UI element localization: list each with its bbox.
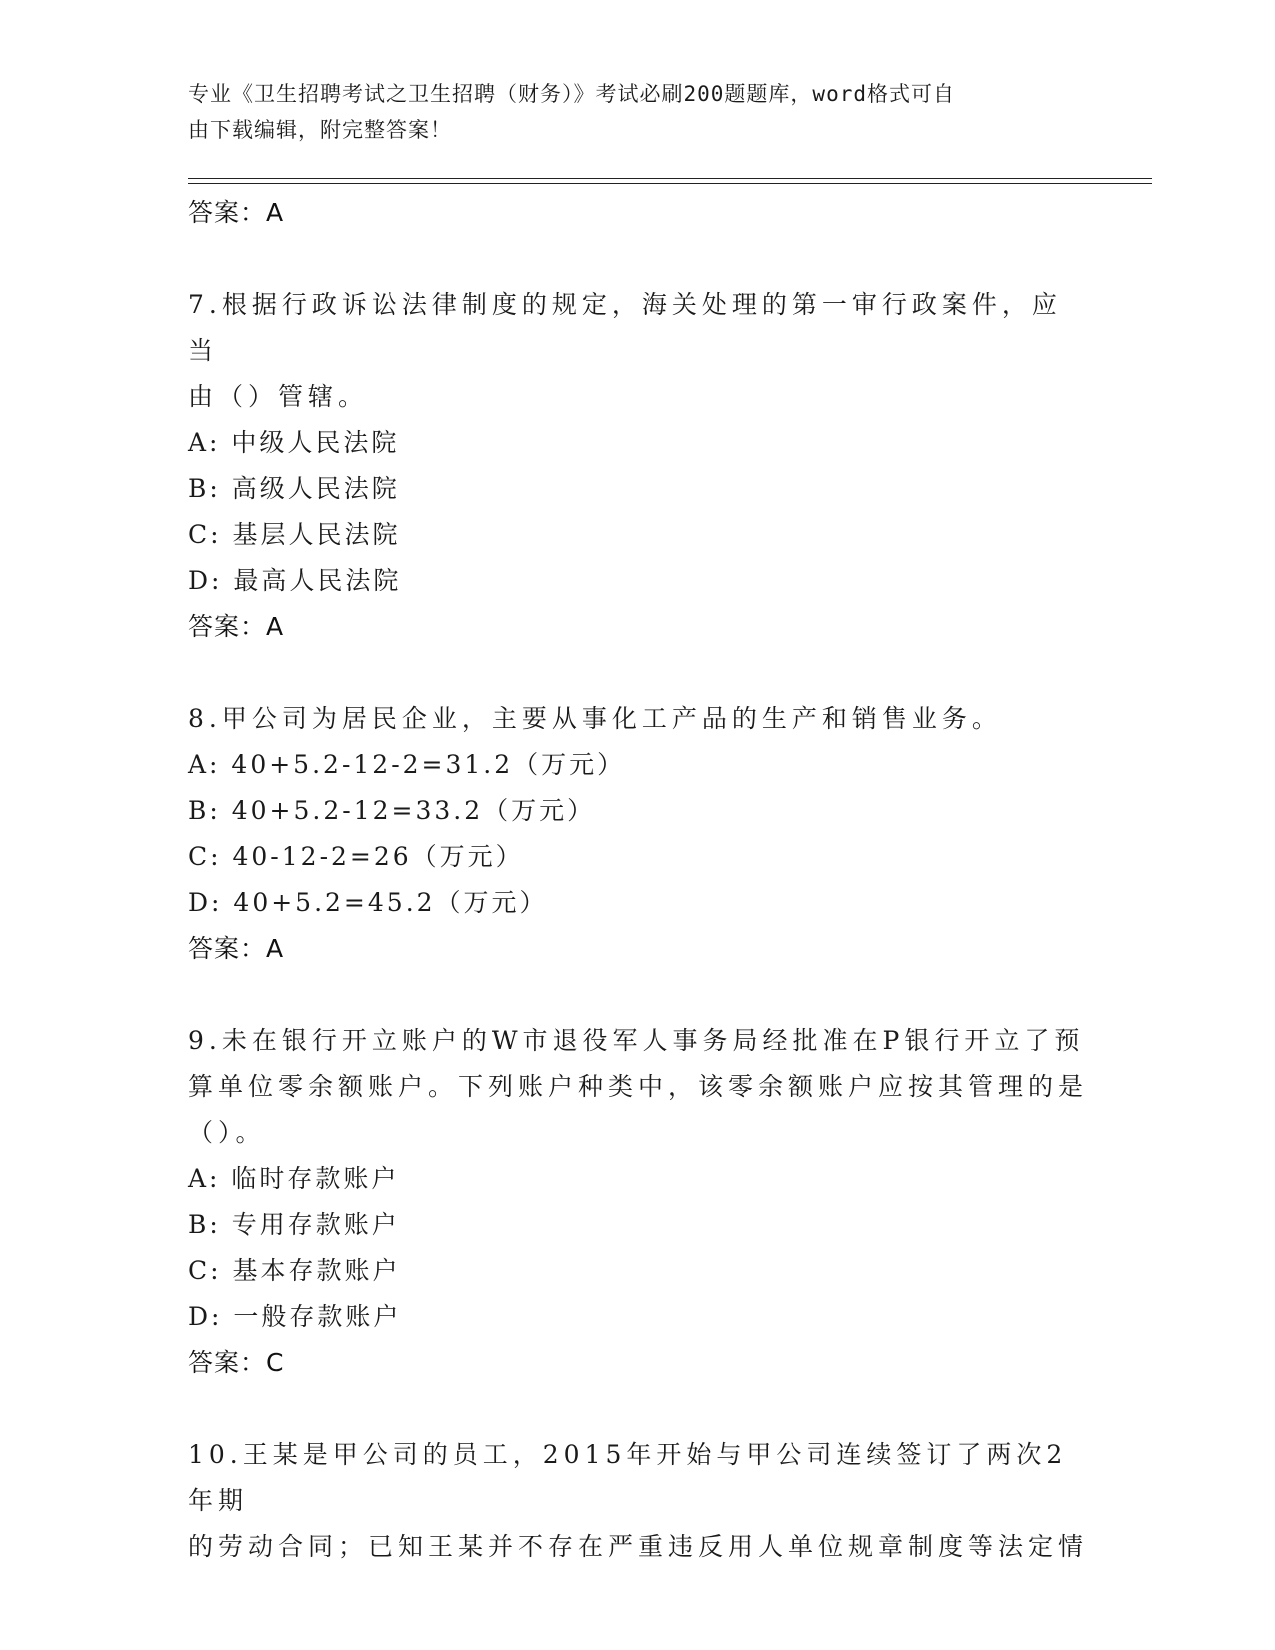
header-line-1: 专业《卫生招聘考试之卫生招聘（财务）》考试必刷200题题库，word格式可自 xyxy=(188,82,955,106)
header-line-2: 由下载编辑，附完整答案！ xyxy=(188,118,452,142)
question-9-option-d: D: 一般存款账户 xyxy=(188,1302,402,1331)
question-8-option-d: D: 40+5.2=45.2（万元） xyxy=(188,888,548,917)
question-9-option-c: C: 基本存款账户 xyxy=(188,1256,401,1285)
question-9-line-1: 9.未在银行开立账户的W市退役军人事务局经批准在P银行开立了预 xyxy=(188,1026,1085,1055)
question-10-line-1: 10.王某是甲公司的员工，2015年开始与甲公司连续签订了两次2年期 xyxy=(188,1440,1068,1515)
question-8-option-c: C: 40-12-2=26（万元） xyxy=(188,842,524,871)
question-9-line-2: 算单位零余额账户。下列账户种类中，该零余额账户应按其管理的是 xyxy=(188,1072,1089,1101)
header-divider-bottom xyxy=(188,183,1152,184)
header-note xyxy=(188,76,1068,148)
question-8 xyxy=(188,696,1088,972)
question-9 xyxy=(188,1018,1088,1386)
question-10-line-2: 的劳动合同；已知王某并不存在严重违反用人单位规章制度等法定情 xyxy=(188,1532,1089,1561)
spacer xyxy=(188,1386,1088,1432)
question-7 xyxy=(188,282,1088,650)
header-divider-top xyxy=(188,178,1152,179)
question-7-answer: 答案：A xyxy=(188,612,285,641)
question-9-line-3: （）。 xyxy=(188,1118,266,1147)
question-7-option-a: A: 中级人民法院 xyxy=(188,428,400,457)
question-7-option-d: D: 最高人民法院 xyxy=(188,566,402,595)
question-8-option-a: A: 40+5.2-12-2=31.2（万元） xyxy=(188,750,626,779)
question-8-answer: 答案：A xyxy=(188,934,285,963)
question-7-option-c: C: 基层人民法院 xyxy=(188,520,401,549)
question-8-option-b: B: 40+5.2-12=33.2（万元） xyxy=(188,796,596,825)
question-9-option-b: B: 专用存款账户 xyxy=(188,1210,400,1239)
question-7-option-b: B: 高级人民法院 xyxy=(188,474,400,503)
spacer xyxy=(188,972,1088,1018)
spacer xyxy=(188,236,1088,282)
spacer xyxy=(188,650,1088,696)
previous-answer: 答案：A xyxy=(188,198,285,227)
question-9-answer: 答案：C xyxy=(188,1348,285,1377)
question-8-line-1: 8.甲公司为居民企业，主要从事化工产品的生产和销售业务。 xyxy=(188,704,1002,733)
question-list xyxy=(188,190,1088,1570)
question-9-option-a: A: 临时存款账户 xyxy=(188,1164,400,1193)
question-7-line-2: 由（）管辖。 xyxy=(188,382,369,411)
question-7-line-1: 7.根据行政诉讼法律制度的规定，海关处理的第一审行政案件，应当 xyxy=(188,290,1062,365)
question-10 xyxy=(188,1432,1088,1570)
